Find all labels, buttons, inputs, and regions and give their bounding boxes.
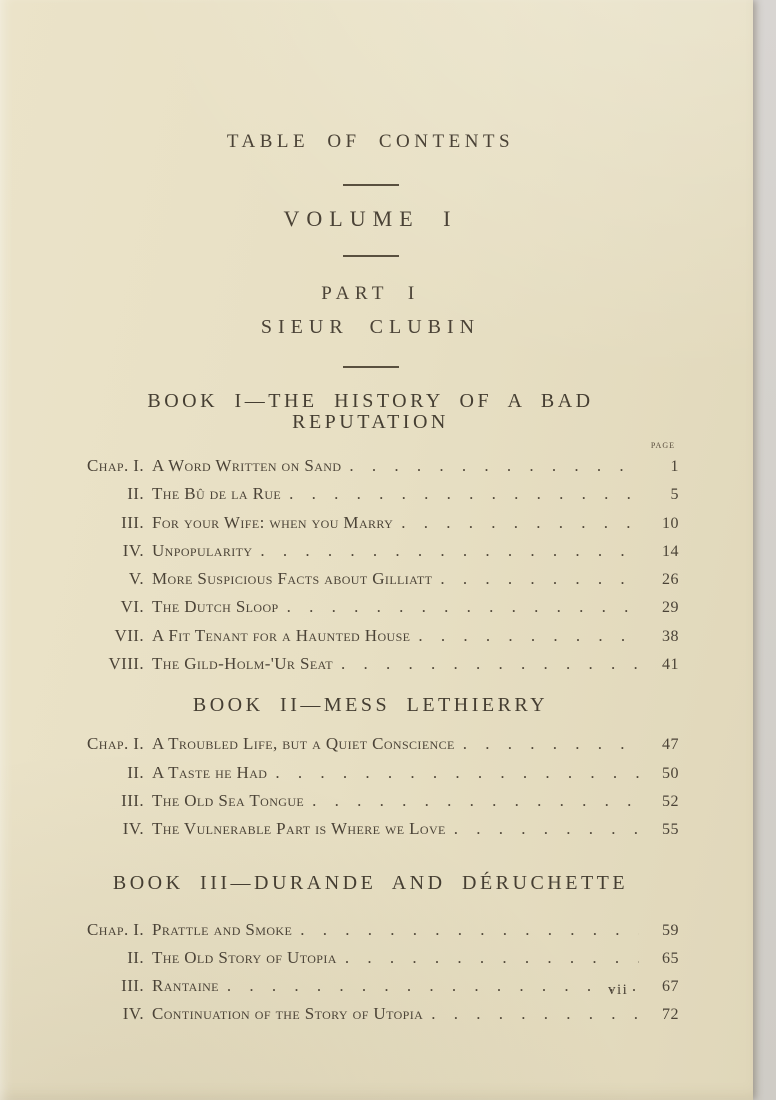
page-col-label: PAGE bbox=[650, 441, 675, 450]
divider-rule bbox=[343, 366, 399, 368]
page-number: 10 bbox=[662, 514, 679, 532]
toc-row bbox=[62, 537, 679, 565]
toc-row bbox=[62, 593, 679, 621]
chapter-number: II. bbox=[127, 762, 144, 782]
chapter-number: Chap. I. bbox=[87, 456, 144, 475]
page-number: 72 bbox=[662, 1006, 679, 1024]
book-heading: BOOK I—THE HISTORY OF A BAD REPUTATION bbox=[147, 390, 594, 433]
toc-row bbox=[62, 787, 679, 815]
chapter-title: The Old Sea Tongue bbox=[152, 790, 305, 810]
page-number: 65 bbox=[662, 949, 679, 967]
chapter-title: More Suspicious Facts about Gilliatt bbox=[152, 569, 433, 589]
dot-leader bbox=[341, 650, 639, 677]
dot-leader bbox=[418, 622, 639, 649]
page-number: 14 bbox=[662, 542, 679, 560]
part-title: SIEUR CLUBIN bbox=[260, 316, 481, 338]
chapter-title: The Bû de la Rue bbox=[152, 484, 282, 504]
chapter-title: A Fit Tenant for a Haunted House bbox=[152, 625, 411, 645]
chapter-title: A Troubled Life, but a Quiet Conscience bbox=[152, 734, 455, 754]
chapter-number: V. bbox=[128, 569, 144, 589]
toc-row bbox=[62, 972, 679, 1000]
divider-rule bbox=[343, 255, 399, 257]
chapter-number: VII. bbox=[114, 625, 144, 645]
toc-row bbox=[62, 815, 679, 843]
toc-row bbox=[62, 509, 679, 537]
chapter-number: III. bbox=[121, 976, 144, 996]
page-number: 55 bbox=[662, 821, 679, 839]
chapter-title: For your Wife: when you Marry bbox=[152, 512, 394, 532]
divider-rule bbox=[343, 184, 399, 186]
chapter-number: VIII. bbox=[108, 654, 144, 674]
book-section-3 bbox=[62, 873, 679, 1029]
dot-leader bbox=[349, 452, 639, 479]
chapter-title: Continuation of the Story of Utopia bbox=[152, 1004, 424, 1024]
page-number: 29 bbox=[662, 599, 679, 617]
toc-row bbox=[62, 944, 679, 972]
toc-row bbox=[62, 650, 679, 678]
toc-row bbox=[62, 622, 679, 650]
toc-row bbox=[62, 759, 679, 787]
chapter-title: The Vulnerable Part is Where we Love bbox=[152, 819, 446, 839]
chapter-number: II. bbox=[127, 484, 144, 504]
chapter-number: II. bbox=[127, 947, 144, 967]
folio-page-number: vii bbox=[608, 982, 629, 998]
dot-leader bbox=[345, 944, 639, 971]
toc-row bbox=[62, 565, 679, 593]
chapter-number: IV. bbox=[122, 540, 144, 560]
dot-leader bbox=[440, 565, 639, 592]
page-number: 52 bbox=[662, 792, 679, 810]
chapter-title: Rantaine bbox=[152, 976, 219, 996]
chapter-title: The Gild-Holm-'Ur Seat bbox=[152, 654, 334, 674]
dot-leader bbox=[287, 593, 639, 620]
toc-row bbox=[62, 1000, 679, 1028]
page-title: TABLE OF CONTENTS bbox=[226, 131, 515, 152]
toc-row bbox=[62, 730, 679, 758]
chapter-number: IV. bbox=[122, 1004, 144, 1024]
dot-leader bbox=[431, 1000, 639, 1027]
book-heading: BOOK II—MESS LETHIERRY bbox=[192, 694, 549, 717]
chapter-title: The Old Story of Utopia bbox=[152, 947, 337, 967]
toc-row bbox=[62, 916, 679, 944]
page-number: 5 bbox=[670, 486, 679, 504]
chapter-title: A Taste he Had bbox=[152, 762, 268, 782]
dot-leader bbox=[300, 916, 639, 943]
page-number: 41 bbox=[662, 656, 679, 674]
page-number: 50 bbox=[662, 764, 679, 782]
chapter-number: IV. bbox=[122, 819, 144, 839]
book-heading: BOOK III—DURANDE AND DÉRUCHETTE bbox=[112, 871, 629, 894]
chapter-number: VI. bbox=[120, 597, 144, 617]
page-number: 59 bbox=[662, 921, 679, 939]
chapter-title: Unpopularity bbox=[152, 540, 253, 560]
dot-leader bbox=[289, 480, 639, 507]
book-section-2 bbox=[62, 695, 679, 843]
page-number: 67 bbox=[662, 978, 679, 996]
dot-leader bbox=[401, 509, 639, 536]
chapter-list bbox=[62, 916, 679, 1029]
chapter-list bbox=[62, 452, 679, 678]
chapter-title: Prattle and Smoke bbox=[152, 919, 293, 939]
dot-leader bbox=[312, 787, 639, 814]
part-label: PART I bbox=[321, 283, 420, 304]
chapter-number: Chap. I. bbox=[87, 734, 144, 754]
chapter-title: A Word Written on Sand bbox=[152, 456, 342, 475]
chapter-number: Chap. I. bbox=[87, 919, 144, 939]
dot-leader bbox=[454, 815, 639, 842]
page-number: 38 bbox=[662, 627, 679, 645]
chapter-number: III. bbox=[121, 790, 144, 810]
dot-leader bbox=[275, 759, 639, 786]
volume-heading: VOLUME I bbox=[283, 206, 458, 231]
chapter-list bbox=[62, 730, 679, 843]
page-number: 26 bbox=[662, 571, 679, 589]
toc-row bbox=[62, 480, 679, 508]
dot-leader bbox=[463, 730, 639, 757]
chapter-number: III. bbox=[121, 512, 144, 532]
dot-leader bbox=[227, 972, 639, 999]
book-section-1 bbox=[62, 391, 679, 678]
dot-leader bbox=[260, 537, 639, 564]
toc-row bbox=[62, 452, 679, 480]
chapter-title: The Dutch Sloop bbox=[152, 597, 279, 617]
page-number: 1 bbox=[670, 458, 679, 475]
page-number: 47 bbox=[662, 736, 679, 754]
